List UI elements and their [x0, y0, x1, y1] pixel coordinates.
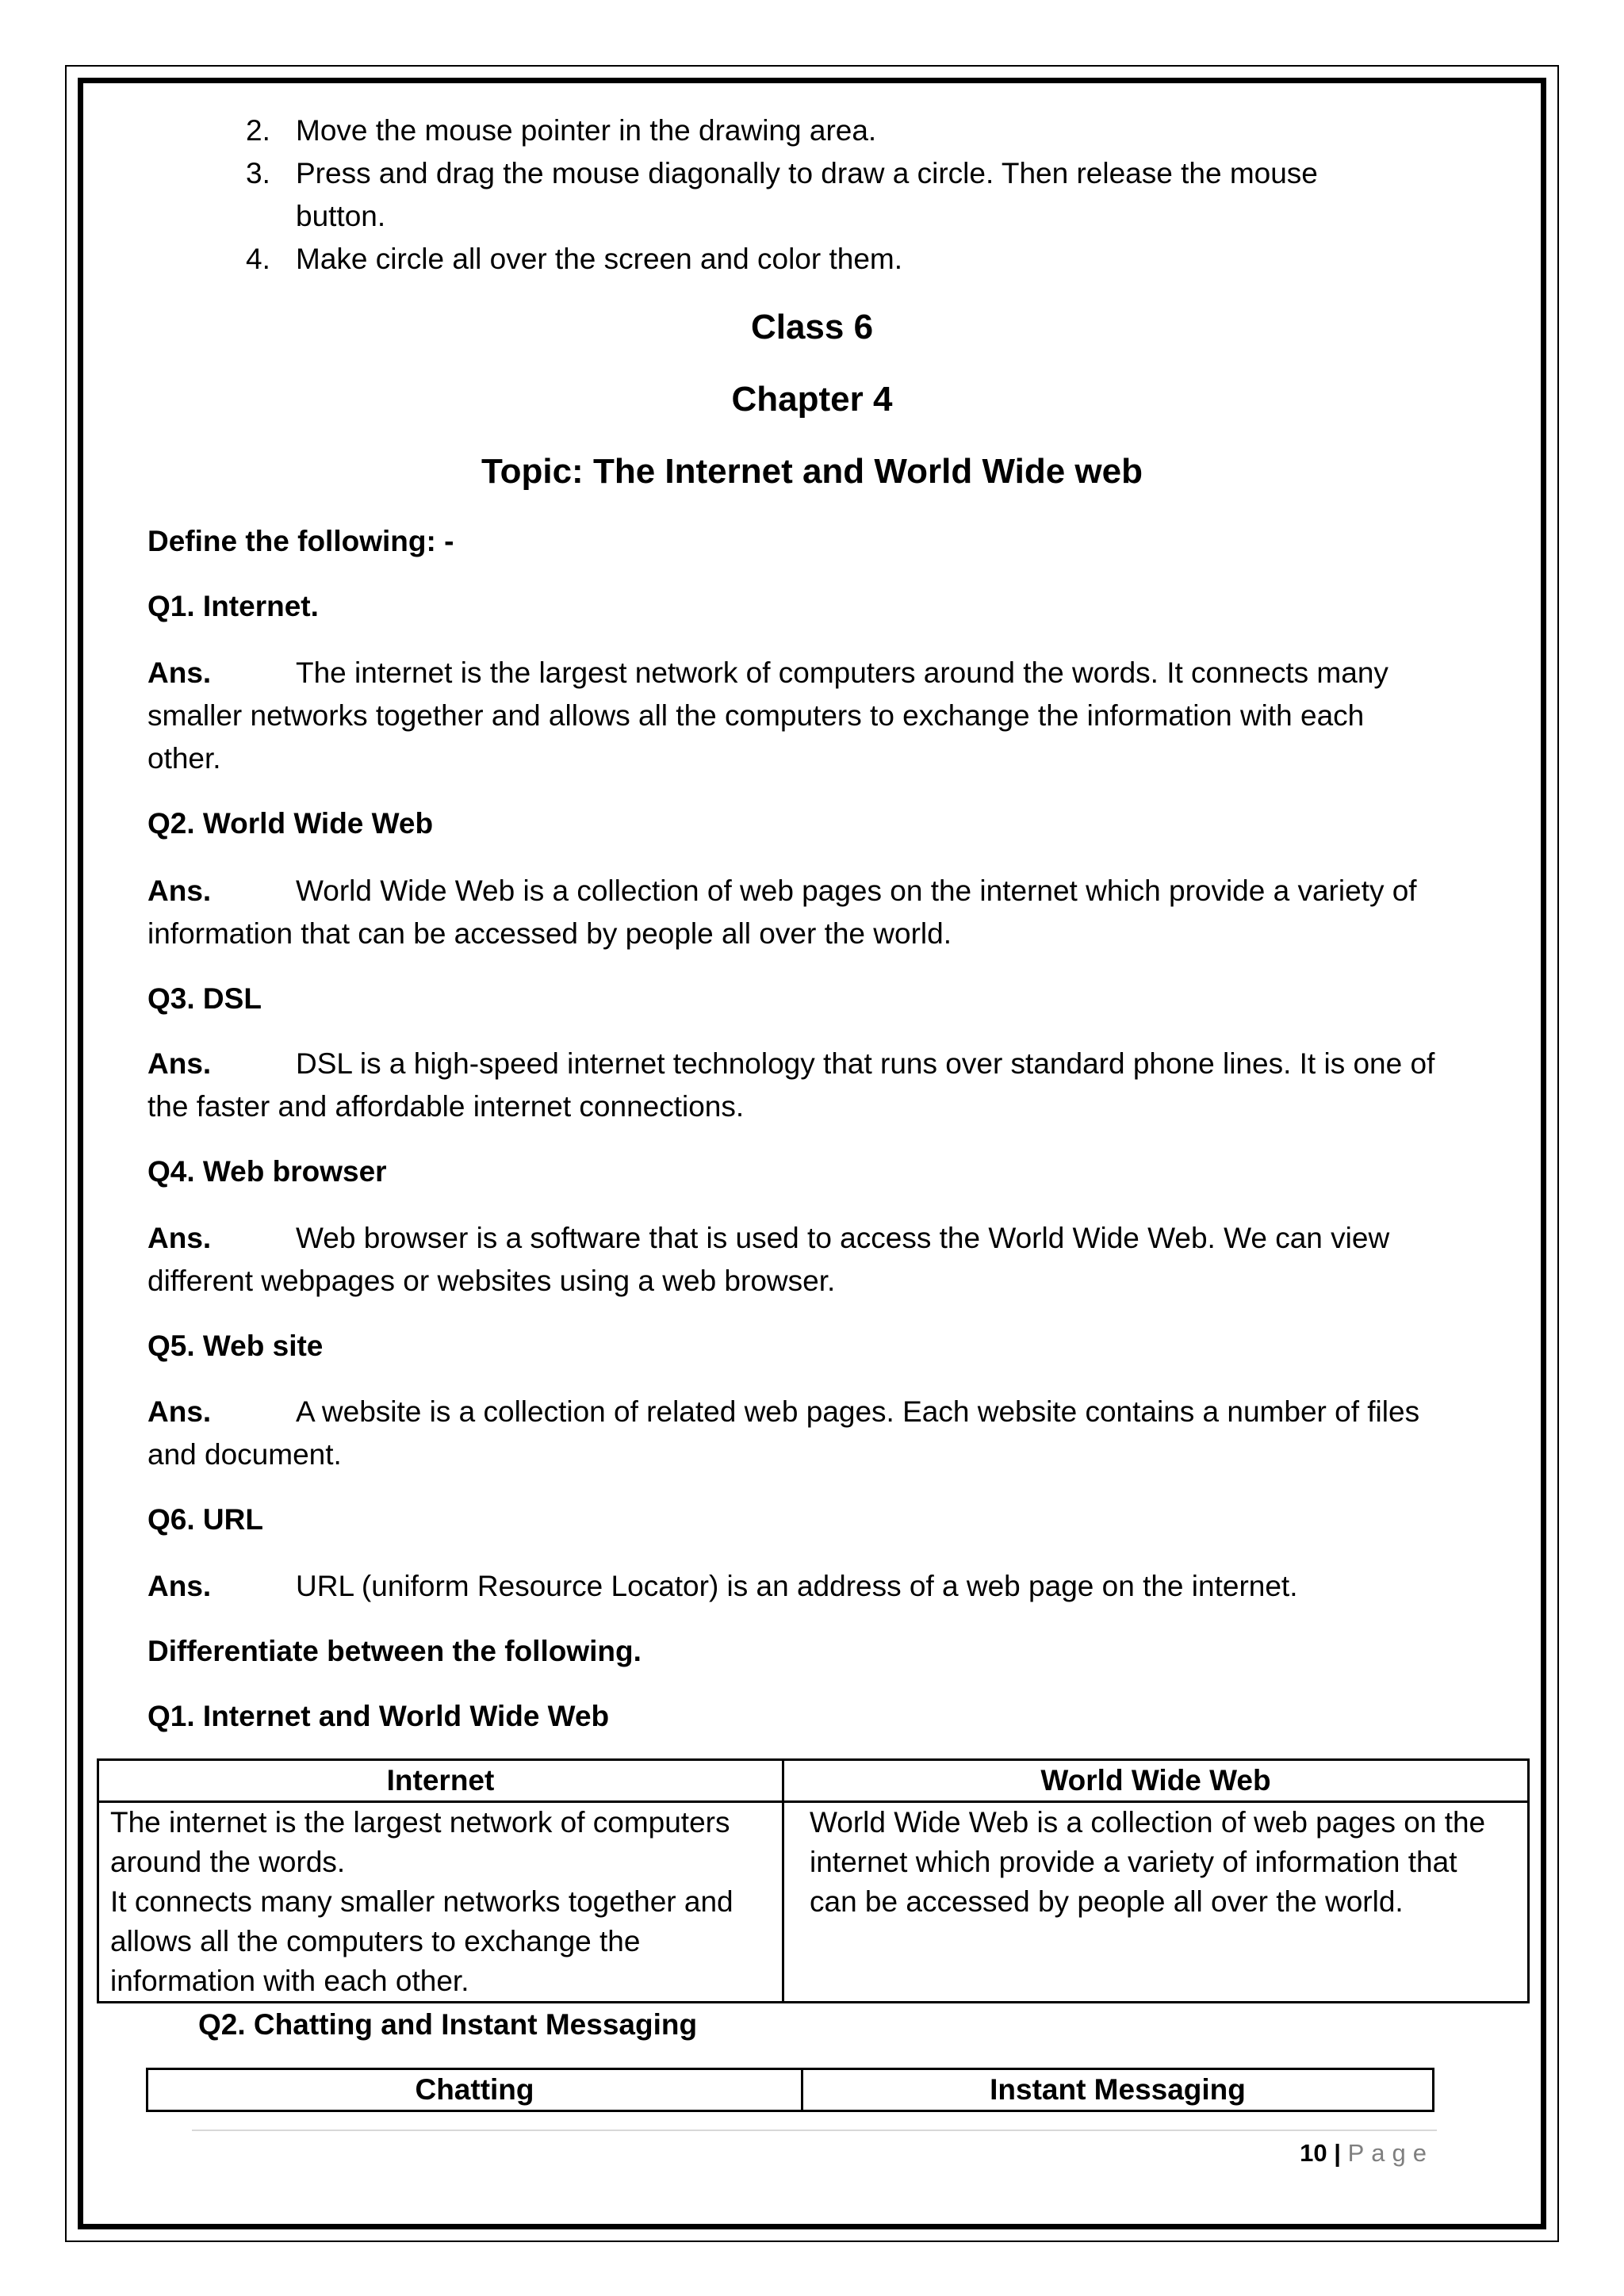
question-heading: Q2. World Wide Web	[147, 807, 434, 840]
table-cell-www	[783, 1802, 1529, 2003]
cell-line: allows all the computers to exchange the	[110, 1925, 641, 1957]
ans-label: Ans.	[147, 1047, 212, 1080]
question-heading: Q1. Internet.	[147, 590, 319, 622]
answer-text: A website is a collection of related web pages. Each website contains a number of files	[296, 1395, 1420, 1428]
ans-label: Ans.	[147, 874, 212, 907]
answer-text: other.	[147, 742, 221, 775]
answer-text: Web browser is a software that is used to access the World Wide Web. We can view	[296, 1222, 1390, 1254]
cell-line: can be accessed by people all over the world.	[810, 1885, 1404, 1918]
answer-text: URL (uniform Resource Locator) is an address of a web page on the internet.	[296, 1570, 1298, 1602]
cell-line: information with each other.	[110, 1965, 469, 1997]
answer-text: information that can be accessed by people all over the world.	[147, 917, 952, 950]
table-cell-internet	[98, 1802, 783, 2003]
list-item: Make circle all over the screen and color them.	[296, 243, 903, 275]
table-header-cell: Instant Messaging	[802, 2069, 1434, 2111]
ans-label: Ans.	[147, 1395, 212, 1428]
answer-text: the faster and affordable internet connections.	[147, 1090, 745, 1123]
answer-text: DSL is a high-speed internet technology that runs over standard phone lines. It is one of	[296, 1047, 1435, 1080]
question-heading: Q1. Internet and World Wide Web	[147, 1700, 610, 1732]
topic-heading: Topic: The Internet and World Wide web	[481, 452, 1143, 491]
table-header-cell: Chatting	[147, 2069, 802, 2111]
list-item: Move the mouse pointer in the drawing area.	[296, 114, 877, 147]
table-header-row	[98, 1760, 1529, 1802]
page-number: 10	[1300, 2139, 1327, 2167]
table-row	[98, 1802, 1529, 2003]
chapter-heading: Chapter 4	[731, 380, 893, 419]
footer-separator: |	[1334, 2139, 1341, 2167]
comparison-table-internet-www	[97, 1758, 1530, 2003]
table-header-cell: Internet	[98, 1760, 783, 1802]
table-header-cell: World Wide Web	[783, 1760, 1529, 1802]
answer-text: and document.	[147, 1438, 342, 1471]
answer-text: World Wide Web is a collection of web pages on the internet which provide a variety of	[296, 874, 1417, 907]
answer-text: smaller networks together and allows all the computers to exchange the information with each	[147, 699, 1365, 732]
cell-line: World Wide Web is a collection of web pages on the	[810, 1806, 1486, 1839]
answer-text: different webpages or websites using a web browser.	[147, 1265, 836, 1297]
ans-label: Ans.	[147, 1222, 212, 1254]
question-heading: Q3. DSL	[147, 982, 262, 1015]
cell-line: The internet is the largest network of computers	[110, 1806, 730, 1839]
list-number: 4.	[246, 243, 270, 275]
list-number: 2.	[246, 114, 270, 147]
cell-line: around the words.	[110, 1846, 346, 1878]
list-item: Press and drag the mouse diagonally to draw a circle. Then release the mouse	[296, 157, 1318, 189]
question-heading: Q5. Web site	[147, 1330, 324, 1362]
ans-label: Ans.	[147, 1570, 212, 1602]
footer-divider	[192, 2130, 1437, 2131]
question-heading: Q6. URL	[147, 1503, 263, 1536]
question-heading: Q4. Web browser	[147, 1155, 387, 1188]
list-number: 3.	[246, 157, 270, 189]
comparison-table-chatting-im	[146, 2068, 1434, 2112]
question-heading: Q2. Chatting and Instant Messaging	[198, 2008, 698, 2041]
answer-text: The internet is the largest network of computers around the words. It connects many	[296, 656, 1388, 689]
cell-line: It connects many smaller networks together and	[110, 1885, 733, 1918]
differentiate-heading: Differentiate between the following.	[147, 1635, 642, 1667]
class-heading: Class 6	[750, 308, 874, 346]
list-item-continuation: button.	[296, 200, 386, 232]
page-footer	[1300, 2136, 1434, 2171]
define-heading: Define the following: -	[147, 525, 454, 557]
table-header-row	[147, 2069, 1434, 2111]
page-word: Page	[1347, 2139, 1434, 2167]
ans-label: Ans.	[147, 656, 212, 689]
cell-line: internet which provide a variety of information that	[810, 1846, 1457, 1878]
